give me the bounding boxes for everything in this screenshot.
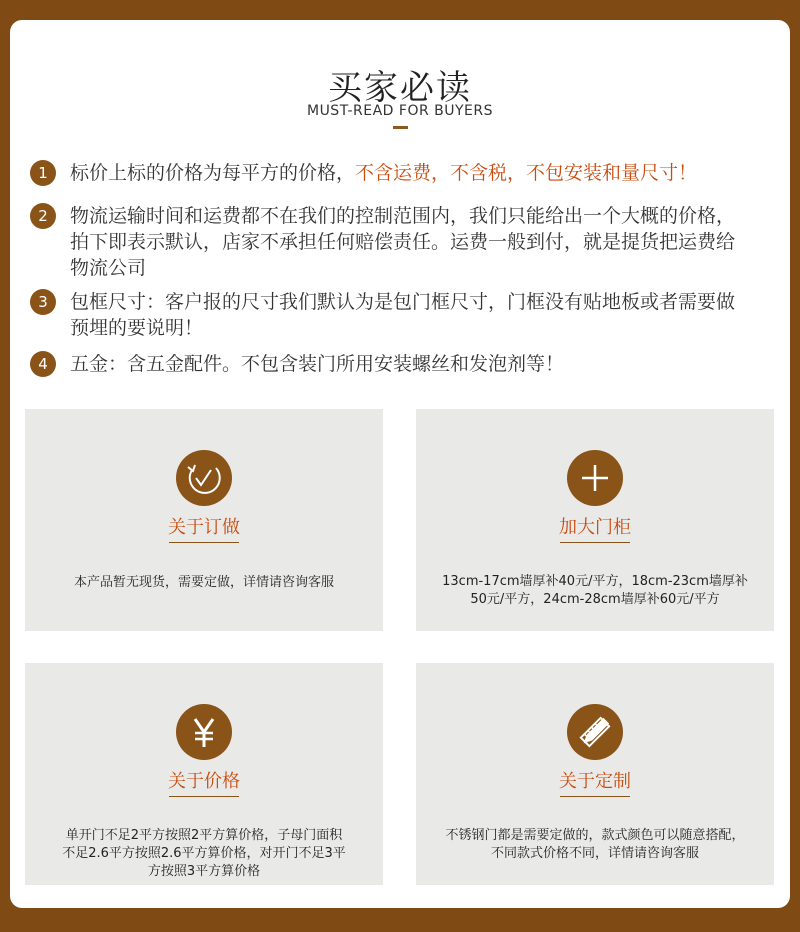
rule-highlight: 不含运费，不含税，不包安装和量尺寸！ <box>355 162 698 184</box>
rule-text: 标价上标的价格为每平方的价格， <box>70 162 356 184</box>
rule-text-line: 预埋的要说明！ <box>70 317 204 339</box>
rule-text-line: 物流运输时间和运费都不在我们的控制范围内，我们只能给出一个大概的价格， <box>70 205 736 227</box>
box-title-underline <box>169 542 239 543</box>
rule-number-badge: 4 <box>30 351 56 377</box>
box-title: 关于定制 <box>559 771 631 792</box>
box-title-underline <box>560 542 630 543</box>
rule-text-line: 包框尺寸：客户报的尺寸我们默认为是包门框尺寸，门框没有贴地板或者需要做 <box>70 291 736 313</box>
rule-text: 五金：含五金配件。不包含装门所用安装螺丝和发泡剂等！ <box>70 353 565 375</box>
rule-text-line: 拍下即表示默认，店家不承担任何赔偿责任。运费一般到付，就是提货把运费给 <box>70 231 736 253</box>
rule-number-badge: 1 <box>30 160 56 186</box>
info-box-custom-order <box>25 409 383 631</box>
rule-number-badge: 2 <box>30 203 56 229</box>
rule-text-line: 物流公司 <box>70 257 147 279</box>
box-description-line: 本产品暂无现货，需要定做，详情请咨询客服 <box>73 575 334 590</box>
plus-icon <box>567 450 623 506</box>
pencil-ruler-icon <box>567 704 623 760</box>
info-box-enlarged-frame <box>416 409 774 631</box>
box-description-line: 13cm-17cm墙厚补40元/平方，18cm-23cm墙厚补 <box>442 574 748 589</box>
box-description-line: 方按照3平方算价格 <box>147 864 261 879</box>
box-description-line: 不同款式价格不同，详情请咨询客服 <box>490 846 699 861</box>
box-title: 加大门柜 <box>559 517 631 538</box>
box-description-line: 50元/平方，24cm-28cm墙厚补60元/平方 <box>470 592 720 607</box>
box-description-line: 单开门不足2平方按照2平方算价格，子母门面积 <box>65 828 343 843</box>
box-title: 关于价格 <box>168 771 240 792</box>
yen-icon <box>176 704 232 760</box>
info-box-pricing <box>25 663 383 885</box>
title-accent-bar <box>393 126 408 129</box>
box-title-underline <box>560 796 630 797</box>
box-title-underline <box>169 796 239 797</box>
check-clock-icon <box>176 450 232 506</box>
box-description-line: 不锈钢门都是需要定做的，款式颜色可以随意搭配， <box>445 828 745 843</box>
info-box-customization <box>416 663 774 885</box>
box-title: 关于订做 <box>168 517 240 538</box>
box-description-line: 不足2.6平方按照2.6平方算价格，对开门不足3平 <box>62 846 346 861</box>
rule-number-badge: 3 <box>30 289 56 315</box>
page-subtitle: MUST-READ FOR BUYERS <box>306 103 494 119</box>
page-title: 买家必读 <box>328 68 472 108</box>
